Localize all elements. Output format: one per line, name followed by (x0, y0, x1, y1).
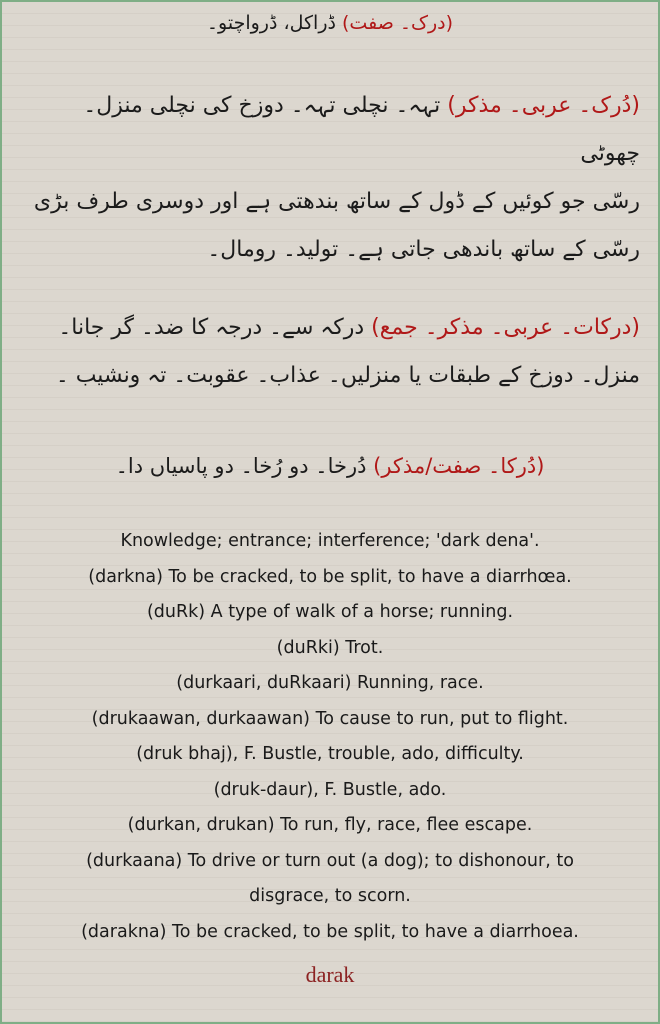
english-line: (durkaari, duRkaari) Running, race. (176, 673, 484, 693)
headword-footer: darak (305, 962, 355, 987)
urdu-grammar-tag: (درکات۔ عربی۔ مذکر۔ جمع) (371, 315, 640, 340)
english-line: Knowledge; entrance; interference; 'dark dena'. (120, 531, 540, 551)
urdu-entry-block-1 (20, 82, 640, 274)
english-line: (darakna) To be cracked, to be split, to have a diarrhoea. (81, 921, 579, 942)
english-line: (durkan, drukan) To run, fly, race, flee escape. (127, 815, 533, 835)
urdu-entry-line-4 (20, 454, 640, 478)
urdu-block1-line1 (20, 82, 640, 178)
urdu-grammar-tag: (دُرک۔ عربی۔ مذکر) (447, 93, 640, 118)
urdu-definition: ڈراکل، ڈرواچتو۔ (206, 12, 336, 34)
urdu-block1-line2: رسّی جو کوئیں کے ڈول کے ساتھ بندھتی ہے اور دوسری طرف بڑی (33, 189, 640, 214)
urdu-block2-line2: منزل۔ دوزخ کے طبقات یا منزلیں۔ عذاب۔ عقوبت۔ تہ ونشیب ۔ (55, 363, 640, 388)
english-line: (druk-daur), F. Bustle, ado. (213, 779, 447, 800)
urdu-definition: تہہ۔ نچلی تہہ۔ دوزخ کی نچلی منزل۔ چھوٹی (83, 93, 640, 166)
english-line: (duRki) Trot. (276, 637, 384, 658)
urdu-block2-line1 (20, 304, 640, 352)
urdu-entry-block-2 (20, 304, 640, 400)
urdu-definition: دُرخا۔ دو رُخا۔ دو پاسیاں دا۔ (115, 454, 367, 478)
english-line: (darkna) To be cracked, to be split, to have a diarrhœa. (88, 566, 572, 587)
urdu-grammar-tag: (دُرکا۔ صفت/مذکر) (373, 454, 545, 478)
urdu-definition: درکہ سے۔ درجہ کا ضد۔ گر جانا۔ (58, 315, 365, 340)
english-line: (drukaawan, durkaawan) To cause to run, put to flight. (91, 708, 569, 729)
urdu-block1-line3: رسّی کے ساتھ باندھی جاتی ہے۔ تولید۔ رومال۔ (207, 237, 640, 262)
urdu-entry-line-1 (20, 12, 640, 34)
english-line: (druk bhaj), F. Bustle, trouble, ado, difficulty. (136, 744, 524, 764)
urdu-grammar-tag: (درک۔ صفت) (342, 12, 454, 34)
english-line: (durkaana) To drive or turn out (a dog); to dishonour, to (86, 850, 574, 871)
english-line: disgrace, to scorn. (249, 886, 411, 906)
english-line: (duRk) A type of walk of a horse; running. (146, 602, 514, 622)
english-definitions (22, 524, 638, 950)
